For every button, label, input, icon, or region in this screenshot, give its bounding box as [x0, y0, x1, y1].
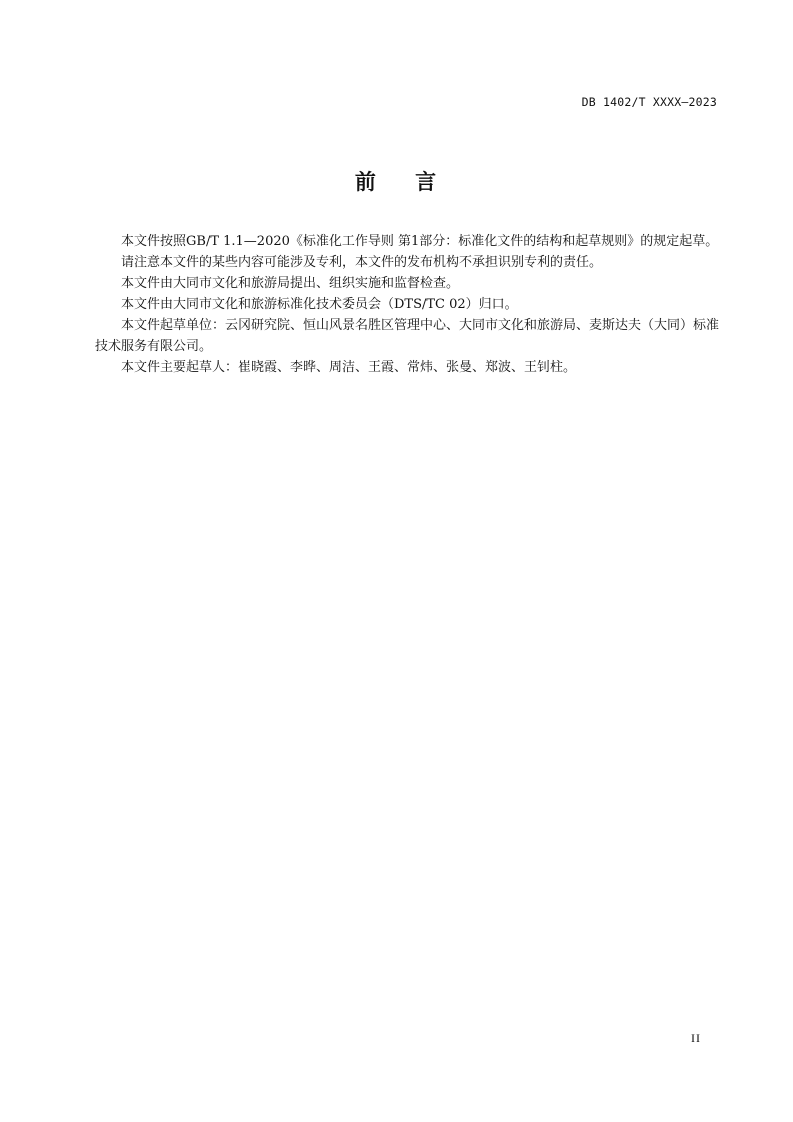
paragraph-patent-notice: 请注意本文件的某些内容可能涉及专利，本文件的发布机构不承担识别专利的责任。: [121, 255, 603, 270]
paragraph-drafting-basis: 本文件按照GB/T 1.1—2020《标准化工作导则 第1部分：标准化文件的结构和起草规则》的规定起草。: [121, 234, 719, 249]
page-number: II: [691, 1031, 701, 1045]
paragraph-proposer: 本文件由大同市文化和旅游局提出、组织实施和监督检查。: [121, 276, 460, 291]
foreword-body: [95, 231, 719, 378]
paragraph-main-drafters: 本文件主要起草人：崔晓霞、李晔、周洁、王霞、常炜、张曼、郑波、王钊柱。: [121, 360, 577, 375]
paragraph-centralized-unit: 本文件由大同市文化和旅游标准化技术委员会（DTS/TC 02）归口。: [121, 297, 518, 312]
document-code: DB 1402/T XXXX—2023: [581, 95, 717, 109]
paragraph-drafting-units: 本文件起草单位：云冈研究院、恒山风景名胜区管理中心、大同市文化和旅游局、麦斯达夫（大同）标准技术服务有限公司。: [95, 318, 720, 354]
page-title: 前 言: [354, 170, 439, 194]
